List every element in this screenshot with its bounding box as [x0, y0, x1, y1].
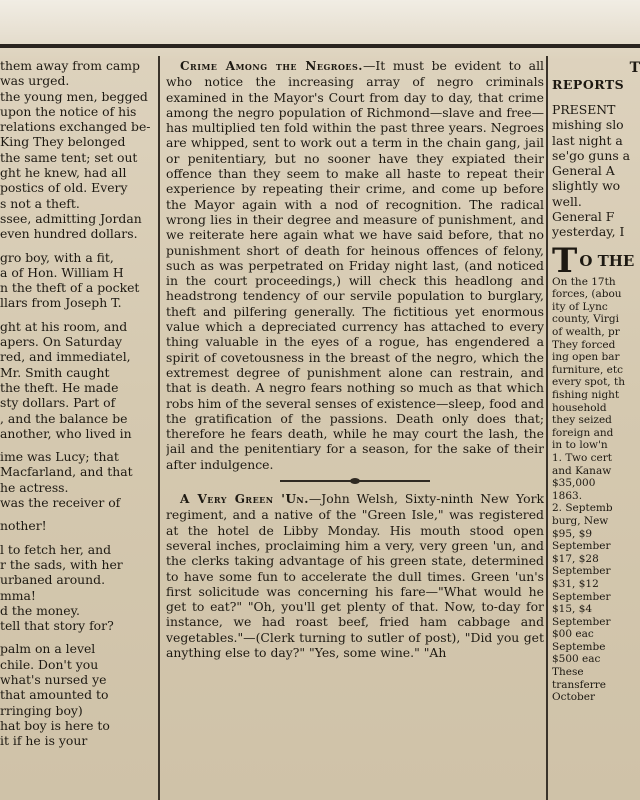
text-line: even hundred dollars. — [0, 226, 138, 242]
article-crime-among-negroes — [166, 58, 544, 472]
column-rule-left — [158, 56, 160, 800]
text-line: foreign and — [552, 426, 614, 439]
text-line: r the sads, with her — [0, 556, 123, 572]
text-line: a of Hon. William H — [0, 264, 124, 280]
text-line: burg, New — [552, 514, 609, 527]
text-line: ght at his room, and — [0, 318, 128, 334]
text-line: General A — [552, 163, 615, 179]
text-line: and Kanaw — [552, 464, 612, 477]
left-block-b — [0, 250, 156, 311]
text-line: se'go guns a — [552, 147, 631, 163]
text-line: the theft. He made — [0, 379, 119, 395]
text-line: October — [552, 691, 595, 704]
drop-cap-letter: T — [552, 240, 578, 281]
text-line: September — [552, 590, 611, 603]
text-line: furniture, etc — [552, 363, 623, 376]
text-line: n the theft of a pocket — [0, 280, 140, 296]
article-1-title: Crime Among the Negroes. — [180, 59, 363, 73]
text-line: the same tent; set out — [0, 149, 138, 165]
text-line: mma! — [0, 587, 36, 603]
text-line: l to fetch her, and — [0, 541, 112, 557]
text-line: s not a theft. — [0, 195, 80, 211]
text-line: $00 eac — [552, 628, 594, 641]
article-very-green-un — [166, 491, 544, 660]
text-line: yesterday, I — [552, 224, 625, 240]
to-the-text: O THE — [579, 251, 635, 270]
text-line: PRESENT — [552, 102, 616, 117]
text-line: $15, $4 — [552, 603, 593, 616]
text-line: well. — [552, 193, 582, 209]
text-line: chile. Don't you — [0, 656, 99, 672]
top-rule — [0, 44, 640, 48]
text-line: the young men, begged — [0, 88, 148, 104]
text-line: household — [552, 401, 607, 414]
text-line: ity of Lync — [552, 300, 608, 313]
reports-heading: REPORTS — [552, 77, 625, 92]
article-2-body: —John Welsh, Sixty-ninth New York regiment, and a native of the "Green Isle," was registered at the hotel de Libby Monday. His mouth stood open several inches, proclaiming him a very, very green 'un, and the clerks taking advantage of his green state, determined to have some fun to accelerate the dull times. Green 'un's first solicitude was concerning his fare—"What would he get to eat?" "Oh, you'll get plenty of that. Now, to-day for instance, we had roast beef, fried ham cabbage and vegetables."—(Clerk turning to sutler of post), "Did you get anything else to day?" "Yes, some wine." "Ah — [166, 491, 544, 660]
text-line: Mr. Smith caught — [0, 364, 110, 380]
right-block-b — [552, 276, 640, 704]
text-line: every spot, th — [552, 376, 625, 389]
right-header-fragment: T — [629, 60, 640, 76]
text-line: in to low'n — [552, 439, 608, 452]
text-line: 2. Septemb — [552, 502, 613, 515]
text-line: nother! — [0, 518, 47, 534]
text-line: that amounted to — [0, 687, 109, 703]
text-line: apers. On Saturday — [0, 334, 122, 350]
text-line: September — [552, 615, 611, 628]
text-line: King They belonged — [0, 134, 126, 150]
text-line: relations exchanged be- — [0, 119, 151, 135]
text-line: of wealth, pr — [552, 326, 620, 339]
text-line: another, who lived in — [0, 425, 132, 441]
column-rule-right — [546, 56, 548, 800]
text-line: hat boy is here to — [0, 717, 110, 733]
text-line: they seized — [552, 414, 612, 427]
left-column — [0, 58, 156, 748]
text-line: September — [552, 540, 611, 553]
left-block-a — [0, 58, 156, 242]
left-block-d — [0, 449, 156, 510]
left-block-f — [0, 542, 156, 634]
text-line: 1. Two cert — [552, 451, 612, 464]
text-line: Macfarland, and that — [0, 464, 133, 480]
left-block-c — [0, 319, 156, 441]
left-block-e — [0, 518, 156, 533]
text-line: tell that story for? — [0, 618, 114, 634]
text-line: mishing slo — [552, 117, 624, 133]
text-line: them away from camp — [0, 58, 140, 73]
text-line: $31, $12 — [552, 577, 599, 590]
text-line: last night a — [552, 132, 623, 148]
text-line: d the money. — [0, 602, 80, 618]
left-block-g — [0, 641, 156, 748]
text-line: $35,000 — [552, 477, 596, 490]
text-line: slightly wo — [552, 178, 621, 194]
article-1-body: —It must be evident to all who notice the increasing array of negro criminals examined in the Mayor's Court from day to day, that crime among the negro population of Richmond—slave and free—has multiplied ten fold within the past three years. Negroes are whipped, sent to work out a term in the chain gang, jail or penitentiary, but no sooner have they expiated their offence than they seem to make all haste to repeat their experience by repeating their crime, and come up before the Mayor again with a nod of recognition. The radical wrong lies in their degree and measure of punishment, and we reiterate here again what we have said before, that no punishment short of death for heinous offences of felony, such as was perpetrated on Friday night last, (and noticed in the court proceedings,) will check this headlong and headstrong tendency of our servile population to burglary, theft and pilfering generally. The fictitious yet enormous value which a depreciated currency has attached to every thing valuable in the eyes of a rogue, has engendered a spirit of covetousness in the breast of the negro, which the extremest degree of punishment alone can restrain, and that is death. A negro fears nothing so much as that which robs him of the several senses of existence—sleep, food and the gratification of the passions. Death only does that; therefore he fears death, while he may court the lash, the jail and the penitentiary for a season, for the sake of their after indulgence. — [166, 58, 544, 472]
right-block-a — [552, 102, 640, 240]
text-line: postics of old. Every — [0, 180, 128, 196]
text-line: sty dollars. Part of — [0, 395, 116, 411]
text-line: Septembe — [552, 640, 606, 653]
text-line: llars from Joseph T. — [0, 295, 122, 311]
page-top-margin — [0, 0, 640, 44]
text-line: he actress. — [0, 479, 69, 495]
text-line: was urged. — [0, 73, 70, 89]
text-line: gro boy, with a fit, — [0, 249, 114, 265]
text-line: was the receiver of — [0, 495, 121, 511]
article-2-title: A Very Green 'Un. — [180, 492, 309, 507]
text-line: ing open bar — [552, 351, 620, 364]
text-line: red, and immediatel, — [0, 349, 131, 365]
text-line: county, Virgi — [552, 313, 620, 326]
text-line: General F — [552, 209, 615, 225]
right-column — [552, 60, 640, 704]
to-the-heading — [552, 240, 640, 281]
text-line: $500 eac — [552, 653, 601, 666]
text-line: palm on a level — [0, 641, 96, 657]
text-line: September — [552, 565, 611, 578]
text-line: These — [552, 666, 584, 679]
text-line: On the 17th — [552, 275, 616, 288]
text-line: ime was Lucy; that — [0, 449, 119, 465]
text-line: $17, $28 — [552, 552, 599, 565]
text-line: what's nursed ye — [0, 671, 107, 687]
text-line: ssee, admitting Jordan — [0, 210, 142, 226]
text-line: ght he knew, had all — [0, 165, 127, 181]
text-line: it if he is your — [0, 733, 88, 749]
text-line: , and the balance be — [0, 410, 128, 426]
text-line: 1863. — [552, 489, 583, 502]
text-line: upon the notice of his — [0, 103, 137, 119]
text-line: forces, (abou — [552, 288, 622, 301]
article-divider — [280, 480, 430, 482]
text-line: urbaned around. — [0, 572, 106, 588]
text-line: rringing boy) — [0, 702, 83, 718]
text-line: They forced — [552, 338, 616, 351]
text-line: fishing night — [552, 389, 620, 402]
text-line: $95, $9 — [552, 527, 593, 540]
text-line: transferre — [552, 678, 607, 691]
middle-column — [166, 58, 544, 660]
